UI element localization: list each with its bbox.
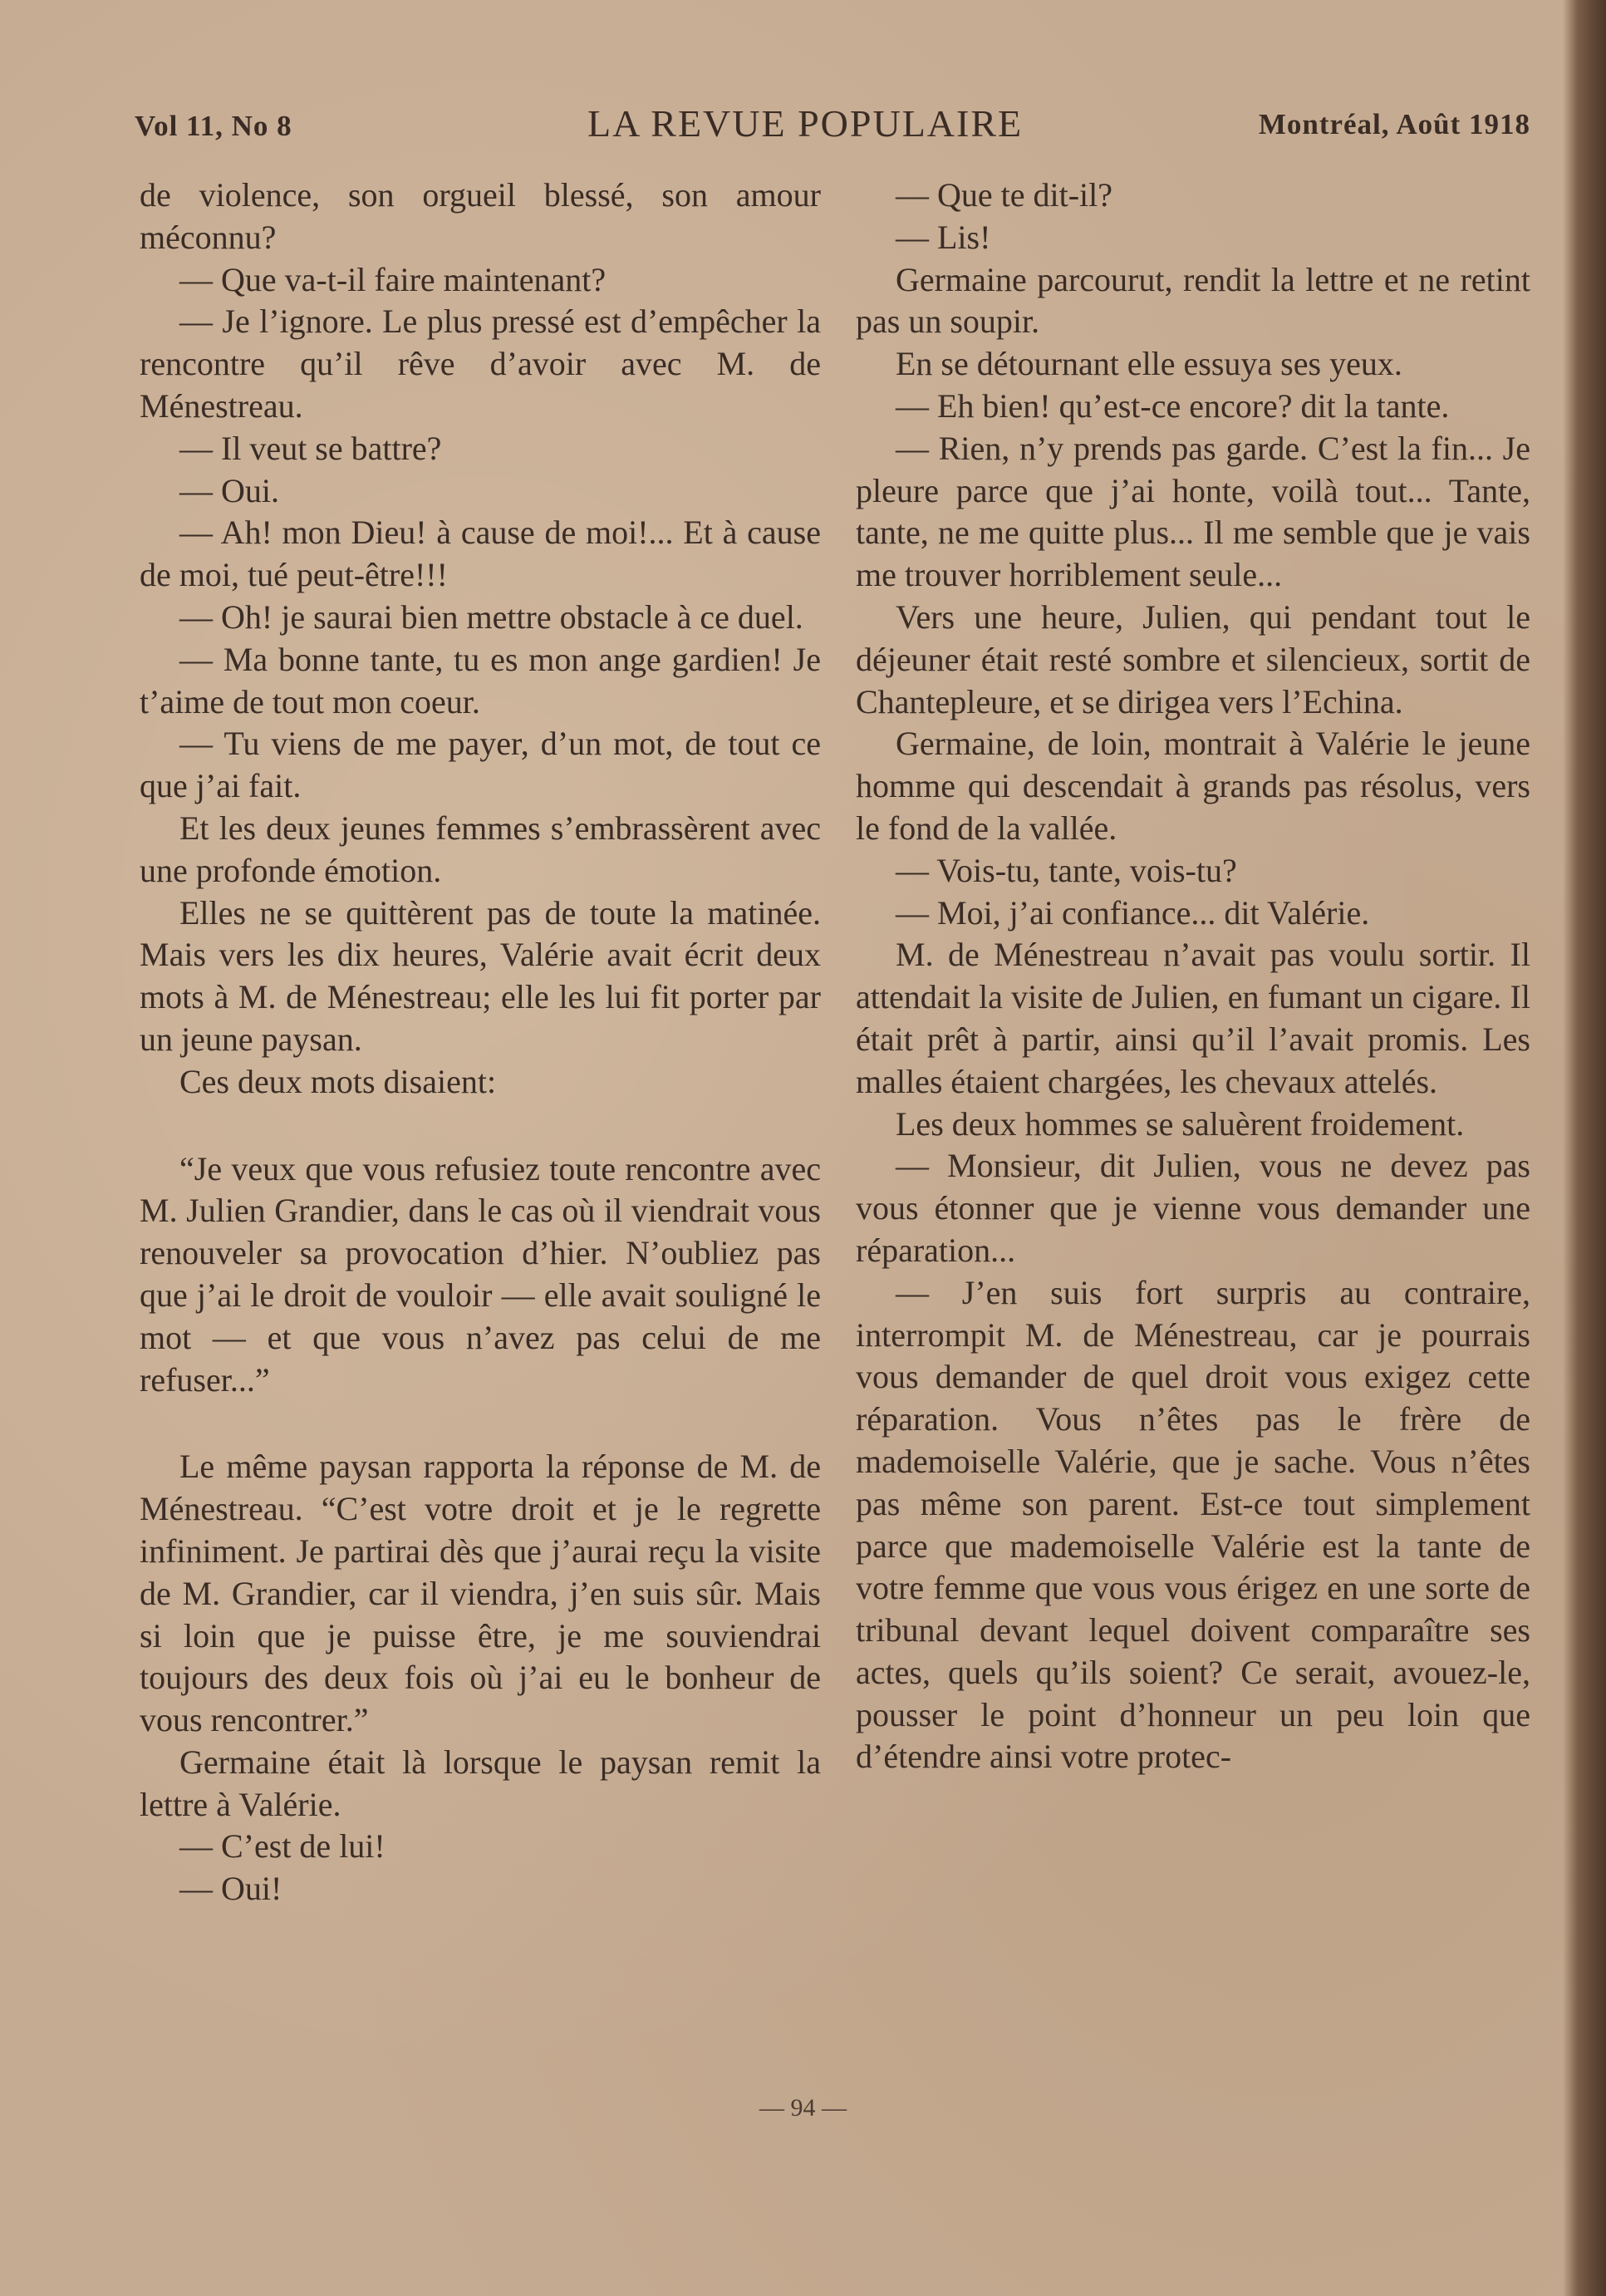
page-number: — 94 — (759, 2094, 847, 2121)
issue-date: Montréal, Août 1918 (1258, 108, 1530, 140)
paragraph: — Oh! je saurai bien mettre obstacle à ce duel. (179, 597, 803, 636)
paragraph: Le même paysan rapporta la réponse de M. de Ménestreau. “C’est votre droit et je le regrette infiniment. Je partirai dès que j’aurai reçu la visite de M. Grandier, car il viendra, j’en suis sûr. Mais si loin que je puisse être, je me souviendrai toujours des deux fois où j’ai eu le bonheur de vous rencontrer.” (140, 1448, 821, 1739)
paragraph: — Vois-tu, tante, vois-tu? (896, 851, 1237, 889)
paragraph: Elles ne se quittèrent pas de toute la matinée. Mais vers les dix heures, Valérie avait écrit deux mots à M. de Ménestreau; elle les lui fit porter par un jeune paysan. (140, 893, 821, 1058)
paragraph: — Que va-t-il faire maintenant? (179, 260, 607, 298)
magazine-title: LA REVUE POPULAIRE (587, 102, 1024, 145)
paragraph: — Ah! mon Dieu! à cause de moi!... Et à cause de moi, tué peut-être!!! (140, 514, 821, 594)
paragraph: Germaine était là lorsque le paysan remit la lettre à Valérie. (140, 1743, 821, 1823)
paragraph: — J’en suis fort surpris au contraire, interrompit M. de Ménestreau, car je pourrais vous demander de quel droit vous exigez cette réparation. Vous n’êtes pas le frère de mademoiselle Valérie, que je sache. Vous n’êtes pas même son parent. Est-ce tout simplement parce que mademoiselle Valérie est la tante de votre femme que vous vous érigez en une sorte de tribunal devant lequel doivent comparaître ses actes, quels qu’ils soient? Ce serait, avouez-le, pousser le point d’honneur un peu loin que d’étendre ainsi votre protec- (856, 1273, 1530, 1776)
right-column (856, 175, 1530, 1778)
paragraph: Et les deux jeunes femmes s’embrassèrent avec une profonde émotion. (140, 809, 821, 889)
paragraph: — Je l’ignore. Le plus pressé est d’empêcher la rencontre qu’il rêve d’avoir avec M. de Ménestreau. (140, 302, 821, 425)
paragraph: En se détournant elle essuya ses yeux. (896, 345, 1402, 383)
quoted-letter: “Je veux que vous refusiez toute rencontre avec M. Julien Grandier, dans le cas où il viendrait vous renouveler sa provocation d’hier. N’oubliez pas que j’ai le droit de vouloir — elle avait souligné le mot — et que vous n’avez pas celui de me refuser...” (140, 1149, 821, 1399)
spacer (140, 1401, 821, 1446)
paragraph: — Moi, j’ai confiance... dit Valérie. (896, 893, 1370, 932)
paragraph: — Oui! (179, 1870, 282, 1908)
paragraph: — Eh bien! qu’est-ce encore? dit la tante. (896, 386, 1450, 425)
volume-number: Vol 11, No 8 (135, 110, 292, 142)
paragraph: — Rien, n’y prends pas garde. C’est la fin... Je pleure parce que j’ai honte, voilà tout... Tante, tante, ne me quitte plus... Il me semble que je vais me trouver horriblement seule... (856, 429, 1530, 594)
paragraph: — Que te dit-il? (896, 176, 1113, 214)
page-edge-shadow (1563, 0, 1606, 2296)
running-header (135, 101, 1530, 151)
paragraph: Les deux hommes se saluèrent froidement. (896, 1104, 1465, 1143)
paragraph: Ces deux mots disaient: (179, 1062, 497, 1100)
paragraph: — Lis! (896, 218, 991, 256)
spacer (140, 1104, 821, 1148)
paragraph: — Ma bonne tante, tu es mon ange gardien! Je t’aime de tout mon coeur. (140, 640, 821, 720)
paragraph: — Tu viens de me payer, d’un mot, de tout ce que j’ai fait. (140, 725, 821, 805)
paragraph: M. de Ménestreau n’avait pas voulu sortir. Il attendait la visite de Julien, en fumant un cigare. Il était prêt à partir, ainsi qu’il l’avait promis. Les malles étaient chargées, les chevaux attelés. (856, 936, 1530, 1100)
left-column (140, 175, 821, 1910)
paragraph: — Oui. (179, 471, 279, 509)
paragraph: Vers une heure, Julien, qui pendant tout le déjeuner était resté sombre et silencieux, sortit de Chantepleure, et se dirigea vers l’Echina. (856, 597, 1530, 720)
paragraph: Germaine parcourut, rendit la lettre et ne retint pas un soupir. (856, 260, 1530, 341)
paragraph: Germaine, de loin, montrait à Valérie le jeune homme qui descendait à grands pas résolus, vers le fond de la vallée. (856, 725, 1530, 847)
paragraph: de violence, son orgueil blessé, son amour méconnu? (140, 176, 821, 256)
paragraph: — Monsieur, dit Julien, vous ne devez pas vous étonner que je vienne vous demander une réparation... (856, 1147, 1530, 1269)
paragraph: — C’est de lui! (179, 1827, 386, 1866)
paragraph: — Il veut se battre? (179, 429, 442, 467)
